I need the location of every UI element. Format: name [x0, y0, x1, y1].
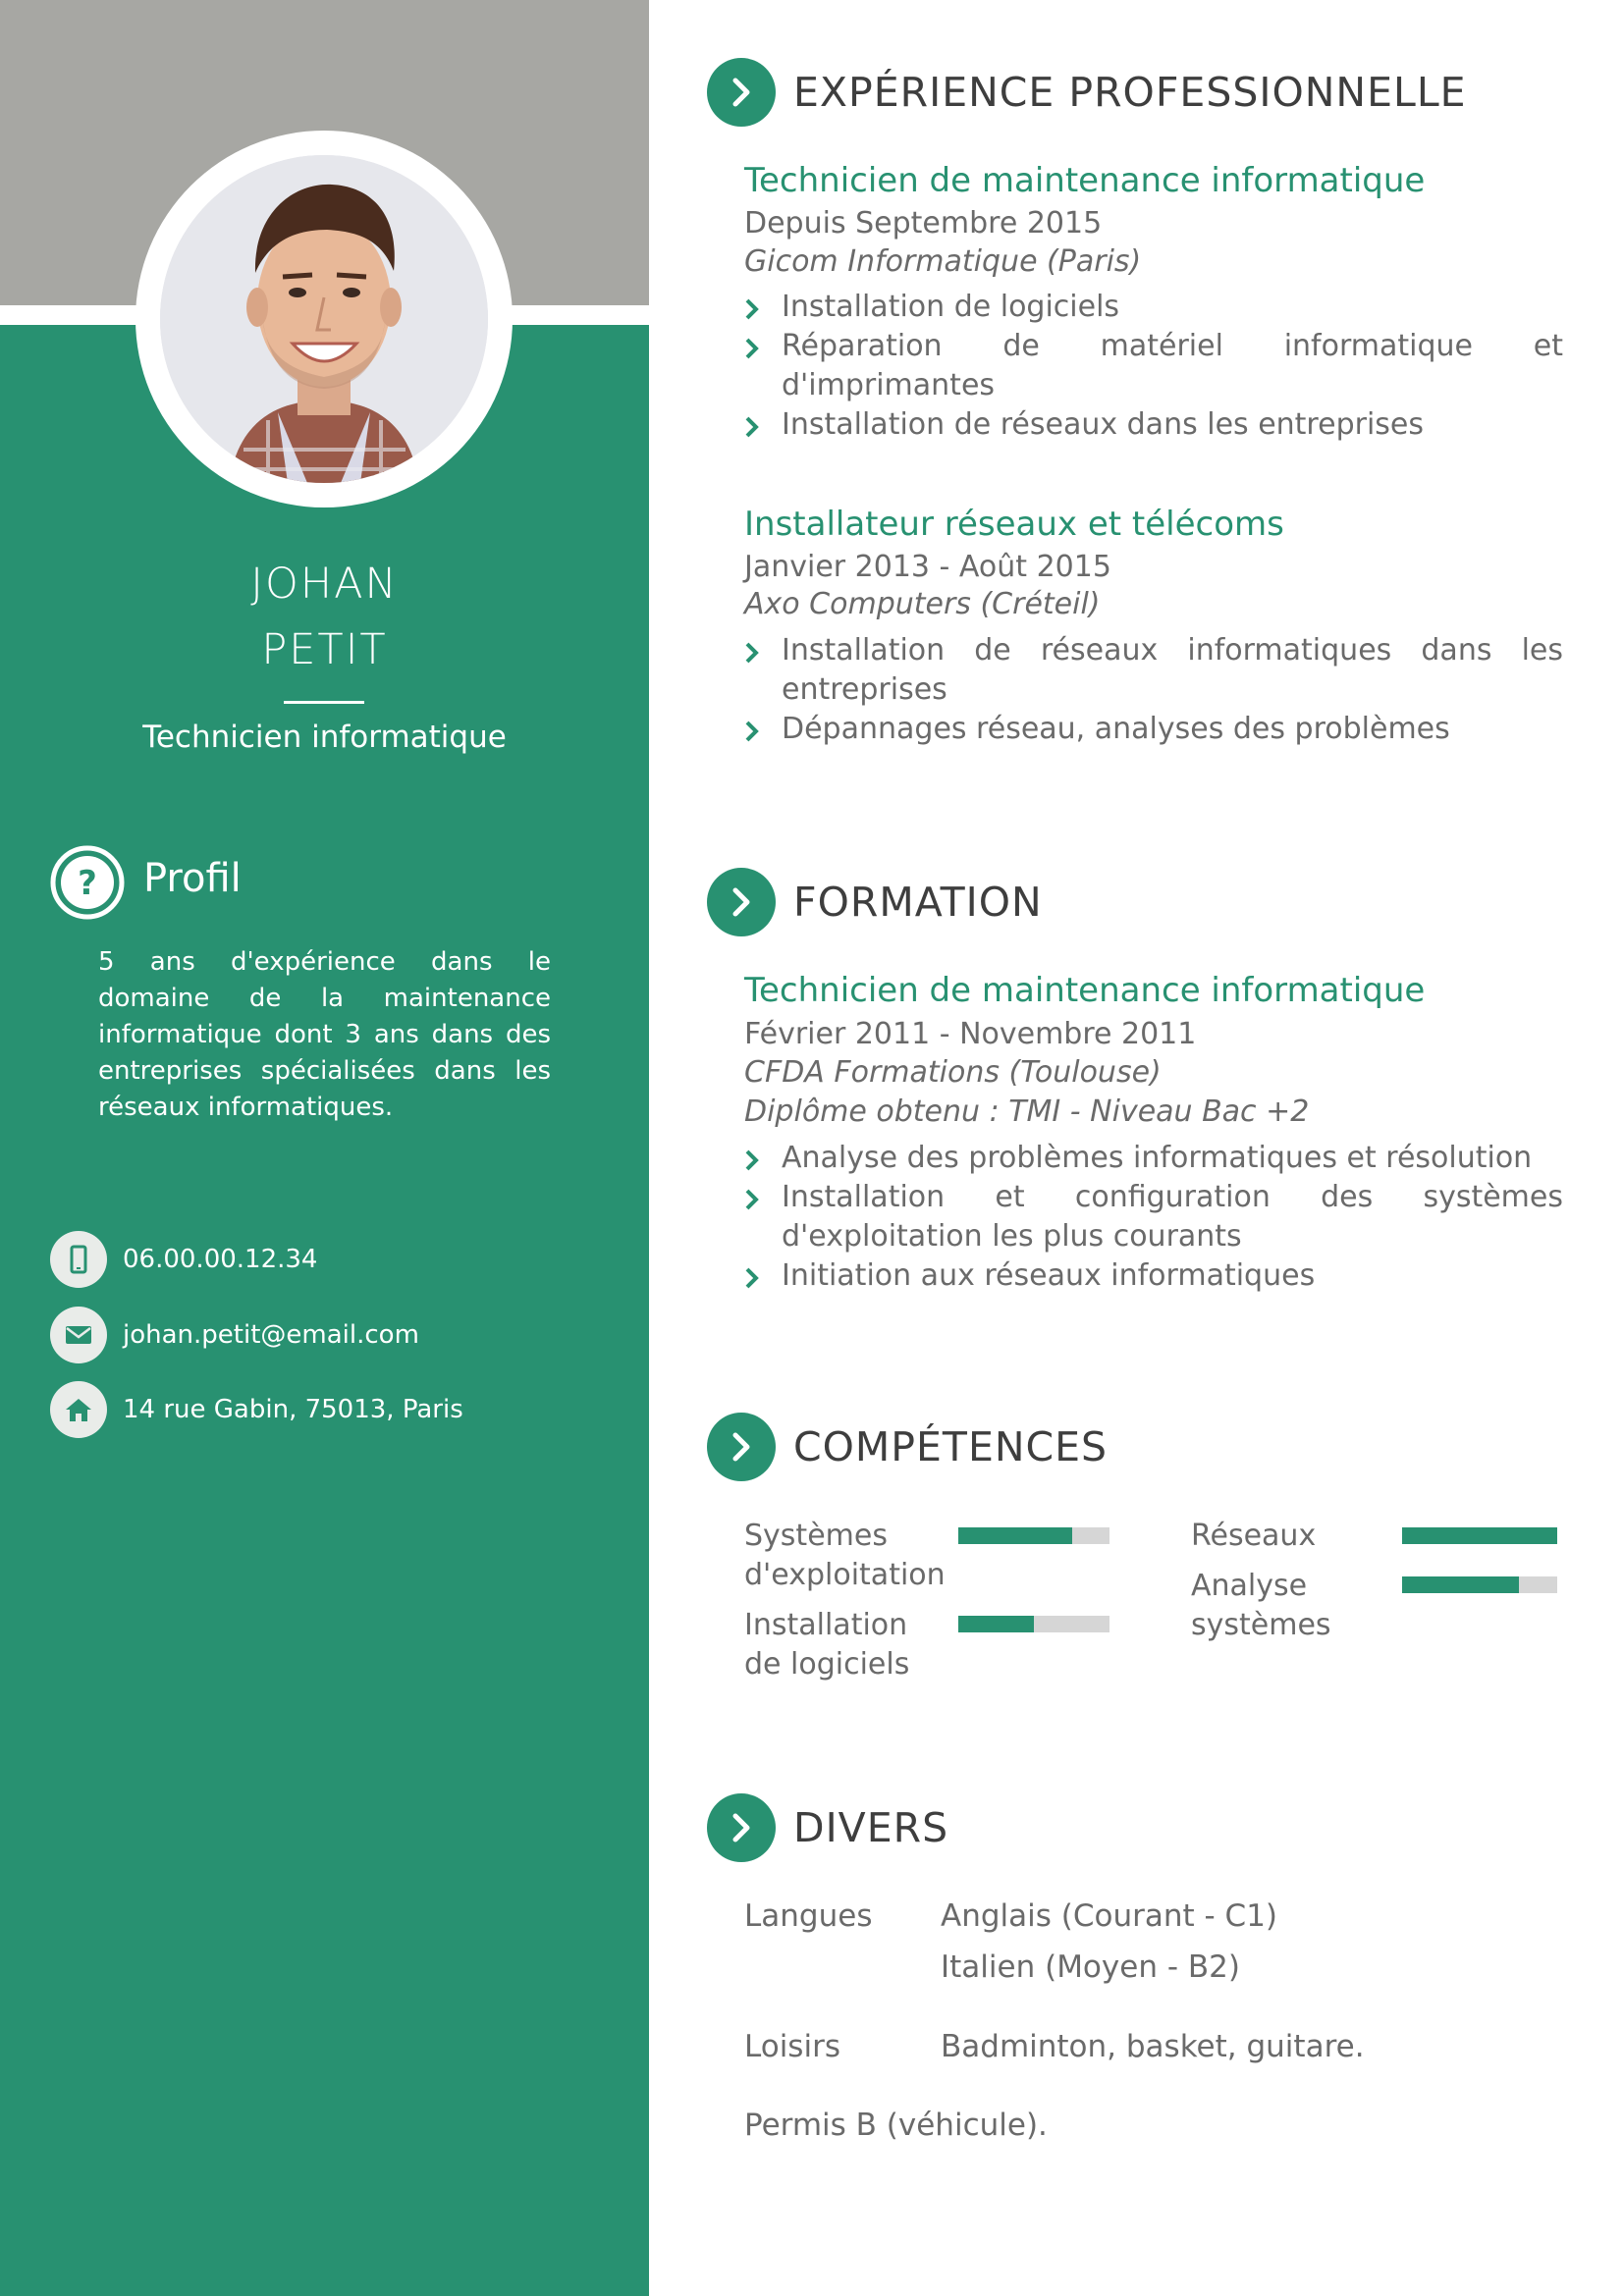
experience-section-header	[707, 58, 1467, 127]
bullet-chevron-icon	[744, 297, 760, 321]
language-2: Italien (Moyen - B2)	[941, 1949, 1240, 1985]
list-item	[782, 1178, 1563, 1256]
skill-label: Installation de logiciels	[744, 1608, 910, 1682]
list-item	[782, 631, 1563, 710]
list-item	[782, 710, 1563, 749]
hobbies: Badminton, basket, guitare.	[941, 2029, 1365, 2064]
list-item	[782, 1256, 1563, 1296]
misc-section-header	[707, 1793, 948, 1862]
bullet-chevron-icon	[744, 415, 760, 439]
education-school: CFDA Formations (Toulouse)	[744, 1055, 1162, 1090]
experience-2-title: Installateur réseaux et télécoms	[744, 505, 1284, 544]
contact-email	[50, 1307, 419, 1363]
bullet-text: Installation de réseaux informatiques dans les entreprises	[782, 633, 1563, 707]
skill-bar	[958, 1527, 1109, 1544]
skill-label: Réseaux	[1191, 1519, 1317, 1553]
bullet-text: Initiation aux réseaux informatiques	[782, 1258, 1316, 1293]
experience-2-company: Axo Computers (Créteil)	[744, 587, 1101, 621]
skill-label: Analyse systèmes	[1191, 1569, 1331, 1642]
first-name: JOHAN	[250, 560, 399, 609]
experience-1-company: Gicom Informatique (Paris)	[744, 244, 1142, 279]
question-icon	[50, 845, 125, 920]
skill-bar-fill	[1402, 1527, 1557, 1544]
sidebar	[0, 0, 649, 2296]
bullet-chevron-icon	[744, 720, 760, 743]
bullet-chevron-icon	[744, 641, 760, 665]
experience-2-dates: Janvier 2013 - Août 2015	[744, 550, 1111, 584]
contact-phone	[50, 1231, 317, 1288]
experience-1-dates: Depuis Septembre 2015	[744, 206, 1103, 240]
chevron-right-icon	[707, 1793, 776, 1862]
name-divider	[284, 701, 364, 704]
list-item	[782, 327, 1563, 405]
bullet-chevron-icon	[744, 1188, 760, 1211]
experience-heading: EXPÉRIENCE PROFESSIONNELLE	[793, 69, 1467, 116]
bullet-text: Analyse des problèmes informatiques et résolution	[782, 1141, 1533, 1175]
list-item	[782, 1139, 1563, 1178]
email-address[interactable]: johan.petit@email.com	[123, 1320, 419, 1350]
skill-bar	[1402, 1527, 1557, 1544]
driving-license: Permis B (véhicule).	[744, 2108, 1048, 2143]
languages-label: Langues	[744, 1898, 873, 1934]
language-1: Anglais (Courant - C1)	[941, 1898, 1278, 1934]
list-item	[782, 405, 1563, 445]
skill-bar	[958, 1616, 1109, 1632]
skill-bar	[1402, 1576, 1557, 1593]
skill-label: Systèmes d'exploitation	[744, 1519, 946, 1592]
job-title: Technicien informatique	[142, 720, 507, 755]
phone-icon	[50, 1231, 107, 1288]
skills-heading: COMPÉTENCES	[793, 1423, 1109, 1470]
last-name: PETIT	[261, 625, 388, 674]
postal-address: 14 rue Gabin, 75013, Paris	[123, 1395, 463, 1424]
chevron-right-icon	[707, 868, 776, 936]
education-title: Technicien de maintenance informatique	[744, 971, 1426, 1010]
home-icon	[50, 1381, 107, 1438]
svg-text:?: ?	[78, 864, 97, 903]
bullet-text: Installation de réseaux dans les entreprises	[782, 407, 1424, 442]
bullet-text: Installation et configuration des systèmes d'exploitation les plus courants	[782, 1180, 1563, 1254]
list-item	[782, 288, 1563, 327]
bullet-text: Installation de logiciels	[782, 290, 1120, 324]
chevron-right-icon	[707, 1413, 776, 1481]
education-diploma: Diplôme obtenu : TMI - Niveau Bac +2	[744, 1095, 1310, 1129]
bullet-text: Dépannages réseau, analyses des problèmes	[782, 712, 1450, 746]
bullet-chevron-icon	[744, 337, 760, 360]
phone-number: 06.00.00.12.34	[123, 1245, 318, 1274]
chevron-right-icon	[707, 58, 776, 127]
misc-heading: DIVERS	[793, 1804, 949, 1851]
profile-text: 5 ans d'expérience dans le domaine de la maintenance informatique dont 3 ans dans des entreprises spécialisées dans les réseaux informatiques.	[98, 947, 551, 1122]
profile-heading: Profil	[143, 856, 242, 901]
bullet-chevron-icon	[744, 1148, 760, 1172]
education-heading: FORMATION	[793, 879, 1043, 926]
skill-bar-fill	[958, 1527, 1072, 1544]
contact-address	[50, 1381, 463, 1438]
profile-photo	[160, 155, 488, 483]
education-section-header	[707, 868, 1043, 936]
skill-bar-fill	[1402, 1576, 1519, 1593]
hobbies-label: Loisirs	[744, 2029, 840, 2064]
experience-1-title: Technicien de maintenance informatique	[744, 161, 1426, 200]
envelope-icon	[50, 1307, 107, 1363]
bullet-text: Réparation de matériel informatique et d'imprimantes	[782, 329, 1563, 402]
skill-bar-fill	[958, 1616, 1034, 1632]
skills-section-header	[707, 1413, 1108, 1481]
bullet-chevron-icon	[744, 1266, 760, 1290]
education-dates: Février 2011 - Novembre 2011	[744, 1017, 1197, 1051]
